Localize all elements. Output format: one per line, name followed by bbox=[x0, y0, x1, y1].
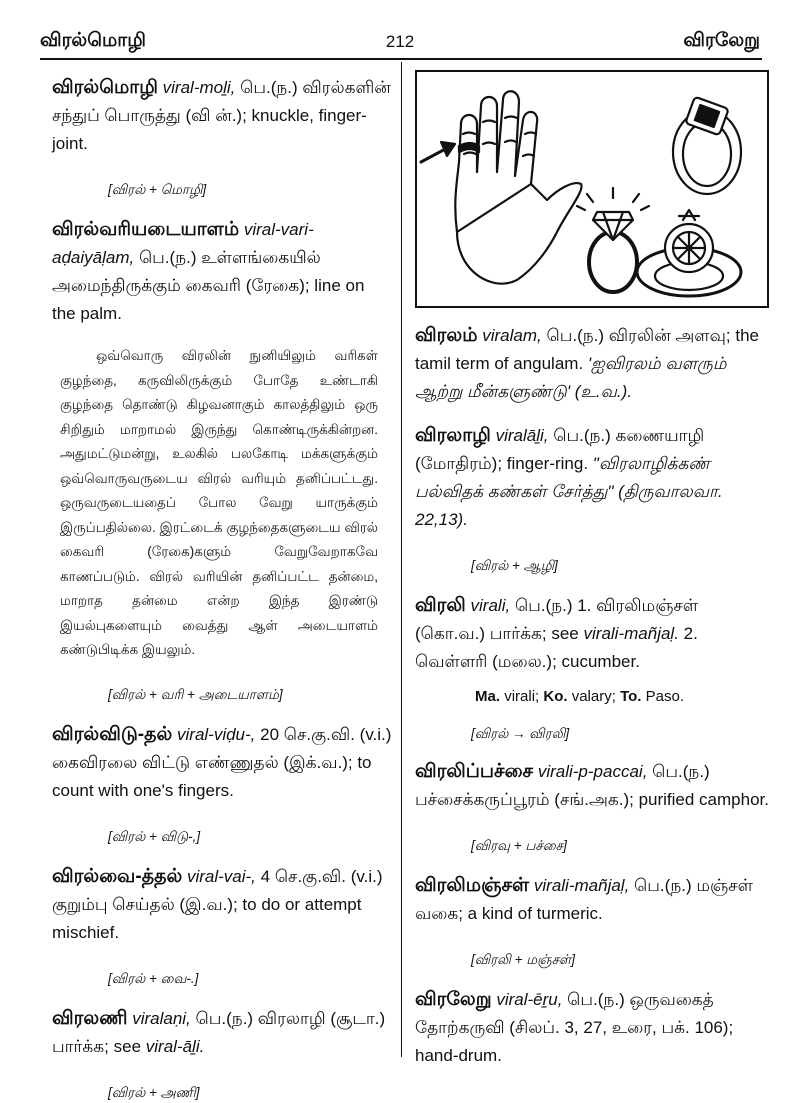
explanatory-note: ஒவ்வொரு விரலின் நுனியிலும் வரிகள் குழந்தை, கருவிலிருக்கும் போதே உண்டாகி குழந்தை தொண்டு கிழவனாகும் காலத்திலும் ஒரு சிறிதும் மாறாமல் இருந்து கொண்டிருக்கின்றன. அதுமட்டுமன்று, உலகில் பலகோடி மக்களுக்கும் ஒவ்வொருவருடைய விரல் வரியும் தனிப்பட்டது. ஒருவருடையதைப் போல வேறு யாருக்கும் இருப்பதில்லை. இரட்டைக் குழந்தைகளுடைய விரல் கைவரி (ரேகை)களும் வேறுவேறாகவே காணப்படும். விரல் வரியின் தனிப்பட்ட தன்மை, மாறாத தன்மை என்ற இந்த இரண்டு இயல்புகளையும் வைத்து ஆள் அடையாளம் கண்டுபிடிக்க இயலும். bbox=[60, 348, 378, 657]
entry-viral-vai-thal bbox=[52, 863, 392, 947]
cognate-word: virali; bbox=[504, 688, 540, 705]
transliteration: viral-viḍu-, bbox=[177, 724, 256, 744]
headword: விரலம் bbox=[415, 325, 478, 346]
headword: விரலிப்பச்சை bbox=[415, 761, 534, 782]
transliteration: viralam, bbox=[482, 326, 542, 345]
definition: பெ.(ந.) விரலின் அளவு; the tamil term of angulam. bbox=[415, 326, 759, 373]
entry-virali-manjal bbox=[415, 872, 770, 928]
headword: விரலி bbox=[415, 595, 466, 616]
definition: பெ.(ந.) பச்சைக்கருப்பூரம் (சங்.அக.); purified camphor. bbox=[415, 762, 769, 809]
headword: விரலாழி bbox=[415, 425, 491, 446]
transliteration: virali-p-paccai, bbox=[537, 762, 648, 781]
headword: விரல்வை-த்தல் bbox=[52, 865, 183, 887]
illustration-drawing bbox=[417, 72, 767, 306]
entry-virali-p-paccai bbox=[415, 758, 770, 814]
etymology: [விரல் + விடு-,] bbox=[108, 828, 201, 844]
entry-viralani bbox=[52, 1005, 392, 1061]
entry-viral-eru bbox=[415, 986, 770, 1070]
transliteration: viral-vari-aḍaiyāḷam, bbox=[52, 220, 314, 267]
cognate-lang: Ko. bbox=[543, 688, 568, 705]
entry-viral-mozhi bbox=[52, 74, 392, 158]
definition: பெ.(ந.) விரல்களின் சந்துப் பொருத்து (வி ன்.); knuckle, finger-joint. bbox=[52, 78, 391, 153]
entry-virali bbox=[415, 592, 770, 676]
definition: பெ.(ந.) மஞ்சள் வகை; a kind of turmeric. bbox=[415, 876, 754, 923]
definition: பெ.(ந.) ஒருவகைத் தோற்கருவி (சிலப். 3, 27, உரை, பக். 106); hand-drum. bbox=[415, 990, 734, 1065]
entry-viralam bbox=[415, 322, 770, 406]
etymology: [விரல் + வை-.] bbox=[108, 970, 199, 986]
running-head-right: விரலேறு bbox=[683, 30, 760, 51]
definition: 4 செ.கு.வி. (v.i.) குறும்பு செய்தல் (இ.வ.); to do or attempt mischief. bbox=[52, 866, 383, 942]
transliteration: virali, bbox=[470, 596, 511, 615]
definition: 20 செ.கு.வி. (v.i.) கைவிரலை விட்டு எண்ணுதல் (இக்.வ.); to count with one's fingers. bbox=[52, 724, 392, 800]
transliteration: viral-vai-, bbox=[186, 866, 256, 886]
hand-outline bbox=[455, 91, 581, 283]
etymology: [விரவு + பச்சை] bbox=[471, 838, 567, 853]
headword: விரலணி bbox=[52, 1007, 128, 1029]
etymology: [விரல் + அணி] bbox=[108, 1084, 200, 1100]
etymology: [விரல் + மொழி] bbox=[108, 182, 207, 197]
transliteration: viralaṇi, bbox=[132, 1008, 191, 1028]
left-column bbox=[52, 70, 392, 1103]
illustration-rings-hand bbox=[415, 70, 769, 308]
definition: பெ.(ந.) கணையாழி (மோதிரம்); finger-ring. bbox=[415, 426, 705, 473]
definition: பெ.(ந.) உள்ளங்கையில் அமைந்திருக்கும் கைவரி (ரேகை); line on the palm. bbox=[52, 248, 365, 323]
headword: விரலேறு bbox=[415, 989, 492, 1010]
cognate-lang: Ma. bbox=[475, 688, 501, 705]
cross-reference: viral-āḻi. bbox=[145, 1036, 205, 1056]
etymology: [விரல் + ஆழி] bbox=[471, 558, 558, 573]
headword: விரல்விடு-தல் bbox=[52, 723, 173, 745]
right-column bbox=[415, 70, 770, 1070]
headword: விரலிமஞ்சள் bbox=[415, 875, 530, 896]
definition: பெ.(ந.) 1. விரலிமஞ்சள் (கொ.வ.) பார்க்க; see bbox=[415, 596, 699, 643]
transliteration: viral-ēṟu, bbox=[496, 990, 563, 1009]
header-rule bbox=[40, 58, 762, 60]
headword: விரல்வரியடையாளம் bbox=[52, 219, 240, 240]
entry-viral-vari-adaiyalam bbox=[52, 216, 392, 328]
cognate-lang: To. bbox=[620, 688, 642, 705]
cognates bbox=[415, 686, 770, 708]
definition-sense-2: 2. வெள்ளரி (மலை.); cucumber. bbox=[415, 624, 698, 671]
cognate-word: valary; bbox=[571, 688, 616, 705]
headword: விரல்மொழி bbox=[52, 77, 158, 98]
cross-reference: virali-mañjaḷ. bbox=[583, 624, 679, 643]
etymology: [விரலி + மஞ்சள்] bbox=[471, 952, 575, 967]
definition: பெ.(ந.) விரலாழி (சூடா.) பார்க்க; see bbox=[52, 1008, 386, 1056]
etymology: [விரல் + வரி + அடையாளம்] bbox=[108, 686, 283, 702]
transliteration: viralāḻi, bbox=[495, 426, 549, 445]
page-number: 212 bbox=[385, 32, 415, 51]
entry-viralazhi bbox=[415, 422, 770, 534]
running-head-left: விரல்மொழி bbox=[40, 30, 146, 51]
column-divider bbox=[401, 62, 402, 1057]
cognate-word: Paso. bbox=[645, 688, 684, 705]
etymology: [விரல் → விரலி] bbox=[471, 726, 570, 741]
quotation: "விரலாழிக்கண் பல்விதக் கண்கள் சேர்த்து" (திருவாலவா. 22,13). bbox=[415, 454, 723, 529]
transliteration: virali-mañjaḷ, bbox=[533, 876, 630, 895]
quotation: 'ஐவிரலம் வளரும் ஆற்று மீன்களுண்டு' (உ.வ.). bbox=[415, 354, 727, 401]
transliteration: viral-moḻi, bbox=[162, 78, 236, 97]
entry-viral-vidu-thal bbox=[52, 721, 392, 805]
